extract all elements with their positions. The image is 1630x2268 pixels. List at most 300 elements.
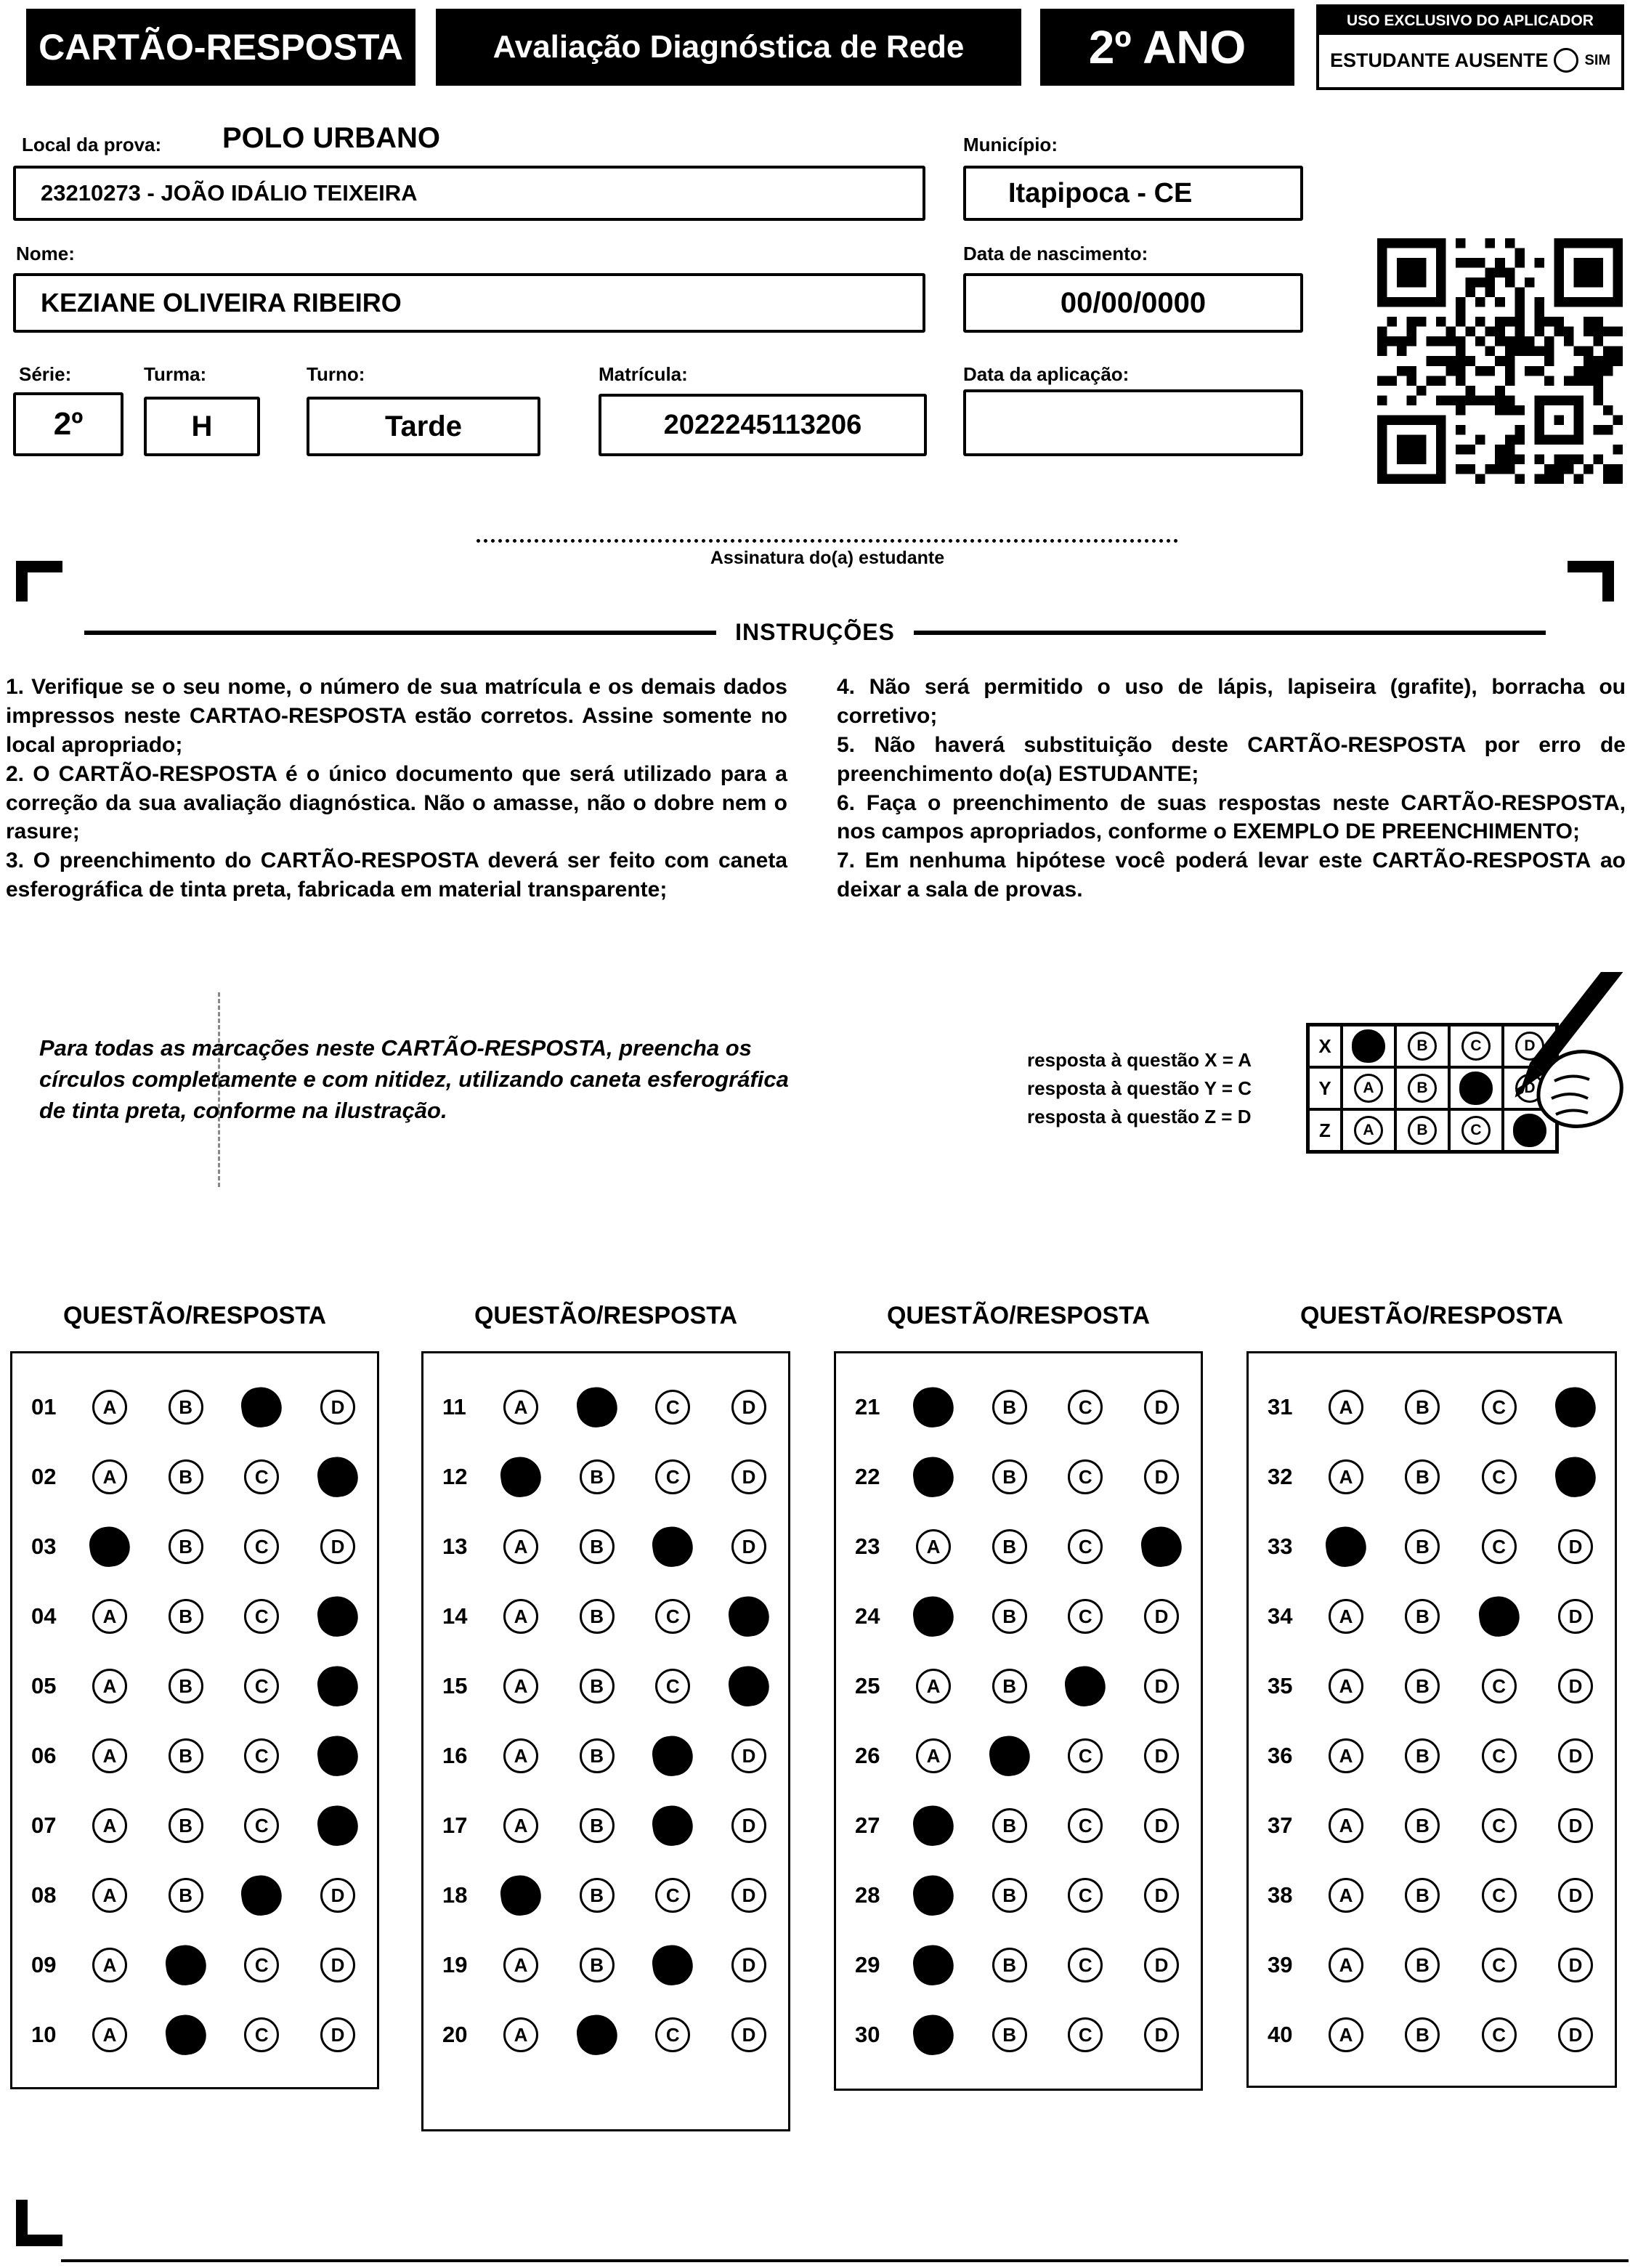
answer-bubble[interactable]: B	[1405, 1529, 1440, 1564]
answer-bubble[interactable]: D	[320, 1529, 355, 1564]
answer-bubble[interactable]: C	[655, 1599, 690, 1634]
answer-bubble[interactable]: B	[1405, 1738, 1440, 1773]
answer-row	[836, 2000, 1201, 2070]
example-paragraph: Para todas as marcações neste CARTÃO-RESPOSTA, preencha os círculos completamente e com nitidez, utilizando caneta esferográfica de tinta preta, conforme na ilustração.	[39, 1035, 789, 1123]
answer-row	[836, 1442, 1201, 1512]
answer-row	[12, 2000, 377, 2070]
instruction-item: 1. Verifique se o seu nome, o número de sua matrícula e os demais dados impressos neste CARTAO-RESPOSTA estão corretos. Assine somente no local apropriado;	[6, 675, 787, 757]
answer-bubble-filled[interactable]	[574, 1385, 619, 1430]
answer-bubble[interactable]: C	[655, 1459, 690, 1494]
answer-bubble[interactable]: B	[169, 1738, 203, 1773]
example-cell	[1395, 1109, 1449, 1151]
instruction-item: 3. O preenchimento do CARTÃO-RESPOSTA deverá ser feito com caneta esferográfica de tinta preta, fabricada em material transparente;	[6, 849, 787, 902]
answer-bubble[interactable]: D	[1558, 1738, 1593, 1773]
question-number: 32	[1268, 1464, 1293, 1489]
answer-bubble-filled[interactable]	[1553, 1454, 1598, 1499]
bubble-group	[916, 1599, 1179, 1634]
answer-bubble-filled[interactable]	[163, 1943, 208, 1988]
answer-bubble[interactable]: C	[244, 1948, 279, 1983]
bubble-group	[916, 1878, 1179, 1913]
answer-bubble[interactable]: A	[1329, 1808, 1363, 1843]
answer-bubble[interactable]: A	[503, 2017, 538, 2052]
answer-bubble-filled[interactable]	[1553, 1385, 1598, 1430]
legend-line: resposta à questão Y = C	[1027, 1077, 1252, 1099]
question-number: 14	[442, 1603, 468, 1629]
question-number: 03	[31, 1534, 57, 1559]
answer-row	[836, 1651, 1201, 1721]
answer-bubble[interactable]: A	[1329, 1878, 1363, 1913]
question-number: 28	[855, 1882, 880, 1908]
answer-bubble[interactable]: A	[92, 2017, 127, 2052]
answer-row	[12, 1651, 377, 1721]
answer-bubble[interactable]: A	[503, 1669, 538, 1704]
legend-line: resposta à questão X = A	[1027, 1049, 1252, 1071]
answer-bubble[interactable]: A	[503, 1948, 538, 1983]
answer-bubble[interactable]: C	[244, 1808, 279, 1843]
answer-bubble[interactable]: D	[731, 1459, 766, 1494]
answer-bubble[interactable]: B	[169, 1808, 203, 1843]
applicator-title: USO EXCLUSIVO DO APLICADOR	[1319, 7, 1621, 35]
assessment-title: Avaliação Diagnóstica de Rede	[436, 9, 1021, 86]
answer-bubble[interactable]: C	[1068, 1390, 1103, 1425]
example-bubble: A	[1354, 1116, 1383, 1145]
answer-bubble[interactable]: D	[1144, 1459, 1179, 1494]
answer-bubble-filled[interactable]	[1476, 1594, 1521, 1639]
bubble-group	[503, 1459, 766, 1494]
bubble-group	[916, 1390, 1179, 1425]
answer-bubble-filled[interactable]	[911, 1873, 956, 1918]
answer-bubble[interactable]: D	[1144, 1599, 1179, 1634]
answer-bubble[interactable]: A	[503, 1599, 538, 1634]
answer-bubble[interactable]: D	[731, 1738, 766, 1773]
answer-bubble[interactable]: D	[320, 1878, 355, 1913]
answer-bubble[interactable]: B	[1405, 1459, 1440, 1494]
bubble-group	[1329, 1738, 1593, 1773]
qr-code	[1377, 238, 1623, 484]
instructions-right-column	[837, 673, 1626, 904]
school-field: 23210273 - JOÃO IDÁLIO TEIXEIRA	[13, 166, 925, 221]
answer-bubble[interactable]: C	[244, 1529, 279, 1564]
bubble-group	[916, 1669, 1179, 1704]
municipio-field: Itapipoca - CE	[963, 166, 1303, 221]
bubble-group	[503, 1948, 766, 1983]
answer-bubble[interactable]: B	[992, 1669, 1027, 1704]
turma-field: H	[144, 397, 260, 456]
bubble-group	[503, 1599, 766, 1634]
question-number: 09	[31, 1952, 57, 1977]
answer-bubble-filled[interactable]	[87, 1524, 132, 1569]
answer-bubble[interactable]: C	[1482, 1948, 1517, 1983]
answer-bubble[interactable]: C	[1068, 2017, 1103, 2052]
question-number: 26	[855, 1743, 880, 1768]
answer-bubble[interactable]: A	[916, 1529, 951, 1564]
answer-bubble[interactable]: B	[580, 1529, 615, 1564]
question-number: 16	[442, 1743, 468, 1768]
instruction-item: 6. Faça o preenchimento de suas respostas neste CARTÃO-RESPOSTA, nos campos apropriados, conforme o EXEMPLO DE PREENCHIMENTO;	[837, 790, 1626, 844]
answer-bubble[interactable]: B	[580, 1948, 615, 1983]
question-number: 15	[442, 1673, 468, 1698]
answer-bubble-filled[interactable]	[1323, 1524, 1369, 1569]
question-number: 25	[855, 1673, 880, 1698]
nascimento-label: Data de nascimento:	[963, 243, 1148, 264]
answer-bubble-filled[interactable]	[239, 1873, 284, 1918]
bubble-group	[92, 2017, 355, 2052]
answer-row	[836, 1860, 1201, 1930]
answer-bubble[interactable]: A	[92, 1878, 127, 1913]
bubble-group	[503, 1390, 766, 1425]
answer-bubble[interactable]: D	[320, 1390, 355, 1425]
answer-bubble-filled[interactable]	[911, 1454, 956, 1499]
answer-bubble[interactable]: B	[580, 1738, 615, 1773]
answer-bubble[interactable]: A	[1329, 1390, 1363, 1425]
example-row-label: Y	[1308, 1067, 1342, 1109]
answer-bubble[interactable]: A	[503, 1529, 538, 1564]
answer-bubble[interactable]: D	[731, 1808, 766, 1843]
bubble-group	[92, 1808, 355, 1843]
answers-column-title: QUESTÃO/RESPOSTA	[886, 1302, 1151, 1329]
answer-bubble[interactable]: B	[1405, 1390, 1440, 1425]
example-bubble: B	[1408, 1074, 1437, 1103]
question-number: 40	[1268, 2022, 1293, 2047]
answer-bubble[interactable]: C	[1482, 2017, 1517, 2052]
answer-bubble[interactable]: B	[169, 1529, 203, 1564]
answer-bubble[interactable]: B	[992, 1459, 1027, 1494]
question-number: 17	[442, 1813, 468, 1838]
answer-bubble[interactable]: B	[992, 1808, 1027, 1843]
answer-bubble[interactable]: C	[244, 1599, 279, 1634]
answer-bubble[interactable]: D	[1144, 1878, 1179, 1913]
answer-bubble[interactable]: D	[731, 2017, 766, 2052]
answer-bubble[interactable]: C	[244, 2017, 279, 2052]
answers-column-title: QUESTÃO/RESPOSTA	[474, 1302, 738, 1329]
answer-bubble[interactable]: B	[1405, 1878, 1440, 1913]
answer-bubble[interactable]: A	[916, 1669, 951, 1704]
answer-bubble-filled[interactable]	[726, 1594, 771, 1639]
question-number: 29	[855, 1952, 880, 1977]
answer-bubble[interactable]: D	[1558, 1529, 1593, 1564]
answer-bubble[interactable]: B	[1405, 1599, 1440, 1634]
answer-bubble[interactable]: A	[92, 1459, 127, 1494]
answer-bubble-filled[interactable]	[315, 1733, 360, 1778]
answer-bubble-filled[interactable]	[986, 1733, 1031, 1778]
bottom-edge-line	[61, 2259, 1629, 2262]
answer-bubble[interactable]: D	[1144, 1808, 1179, 1843]
answer-bubble[interactable]: C	[1068, 1738, 1103, 1773]
question-number: 12	[442, 1464, 468, 1489]
answer-bubble-filled[interactable]	[650, 1803, 695, 1848]
question-number: 02	[31, 1464, 57, 1489]
answer-bubble-filled[interactable]	[650, 1733, 695, 1778]
answer-row	[12, 1791, 377, 1860]
answer-row	[12, 1930, 377, 2000]
answer-row	[836, 1581, 1201, 1651]
answer-bubble[interactable]: B	[169, 1878, 203, 1913]
answer-row	[12, 1442, 377, 1512]
answer-bubble[interactable]: D	[1558, 1808, 1593, 1843]
question-number: 37	[1268, 1813, 1293, 1838]
answer-row	[836, 1791, 1201, 1860]
turno-label: Turno:	[307, 363, 365, 385]
answer-bubble-filled[interactable]	[315, 1594, 360, 1639]
answer-bubble[interactable]: B	[580, 1459, 615, 1494]
answer-row	[1249, 1442, 1615, 1512]
question-number: 34	[1268, 1603, 1293, 1629]
answer-bubble-filled[interactable]	[911, 1803, 956, 1848]
answers-column-title: QUESTÃO/RESPOSTA	[62, 1302, 327, 1329]
answer-bubble[interactable]: B	[169, 1459, 203, 1494]
question-number: 27	[855, 1813, 880, 1838]
answers-column-3	[834, 1351, 1203, 2091]
answer-bubble[interactable]: A	[1329, 1599, 1363, 1634]
aplicacao-field[interactable]	[963, 389, 1303, 456]
question-number: 39	[1268, 1952, 1293, 1977]
instruction-item: 7. Em nenhuma hipótese você poderá levar este CARTÃO-RESPOSTA ao deixar a sala de provas.	[837, 849, 1626, 902]
matricula-field: 2022245113206	[599, 394, 927, 456]
answer-bubble[interactable]: B	[992, 1599, 1027, 1634]
answer-bubble[interactable]: B	[169, 1390, 203, 1425]
answer-row	[1249, 1512, 1615, 1581]
bubble-group	[503, 1808, 766, 1843]
answer-bubble[interactable]: A	[503, 1390, 538, 1425]
bubble-group	[92, 1669, 355, 1704]
answer-bubble[interactable]: A	[92, 1390, 127, 1425]
answer-bubble[interactable]: B	[169, 1669, 203, 1704]
answer-bubble[interactable]: D	[731, 1948, 766, 1983]
signature-label: Assinatura do(a) estudante	[710, 548, 945, 568]
bubble-group	[1329, 1948, 1593, 1983]
answer-bubble[interactable]: A	[1329, 1669, 1363, 1704]
answer-bubble[interactable]: C	[244, 1738, 279, 1773]
answer-bubble-filled[interactable]	[239, 1385, 284, 1430]
answer-bubble[interactable]: C	[244, 1669, 279, 1704]
answer-bubble[interactable]: D	[1558, 1599, 1593, 1634]
answer-bubble[interactable]: B	[1405, 1808, 1440, 1843]
absent-label: ESTUDANTE AUSENTE	[1329, 49, 1549, 71]
example-cell	[1395, 1067, 1449, 1109]
example-legend	[1027, 1046, 1252, 1131]
answer-row	[1249, 1860, 1615, 1930]
bubble-group	[916, 2017, 1179, 2052]
example-bubble: D	[1515, 1032, 1544, 1061]
answer-bubble[interactable]: D	[320, 1948, 355, 1983]
answer-bubble[interactable]: D	[1144, 1738, 1179, 1773]
answer-bubble[interactable]: C	[1482, 1878, 1517, 1913]
answer-bubble[interactable]: A	[92, 1948, 127, 1983]
bubble-group	[1329, 1459, 1593, 1494]
answer-bubble[interactable]: C	[1482, 1529, 1517, 1564]
answer-row	[423, 1930, 788, 2000]
answer-bubble[interactable]: C	[1482, 1390, 1517, 1425]
answer-bubble-filled[interactable]	[315, 1803, 360, 1848]
answer-bubble[interactable]: D	[1558, 2017, 1593, 2052]
answer-bubble[interactable]: B	[169, 1599, 203, 1634]
answer-bubble[interactable]: A	[92, 1669, 127, 1704]
example-cell	[1395, 1025, 1449, 1067]
answer-bubble-filled[interactable]	[726, 1664, 771, 1709]
question-number: 04	[31, 1603, 57, 1629]
student-absent-row	[1319, 35, 1621, 86]
question-number: 13	[442, 1534, 468, 1559]
answer-bubble[interactable]: A	[92, 1808, 127, 1843]
instructions-left-column	[6, 673, 787, 904]
answer-bubble[interactable]: C	[655, 1390, 690, 1425]
answer-bubble-filled[interactable]	[574, 2012, 619, 2057]
answer-bubble[interactable]: D	[1144, 1390, 1179, 1425]
bubble-group	[916, 1459, 1179, 1494]
answer-bubble[interactable]: C	[1068, 1878, 1103, 1913]
answer-bubble-filled[interactable]	[315, 1664, 360, 1709]
bubble-group	[1329, 1599, 1593, 1634]
nome-field: KEZIANE OLIVEIRA RIBEIRO	[13, 273, 925, 333]
question-number: 05	[31, 1673, 57, 1698]
answer-bubble[interactable]: C	[655, 1669, 690, 1704]
local-label: Local da prova:	[22, 134, 162, 155]
answer-row	[12, 1372, 377, 1442]
answer-bubble[interactable]: C	[1068, 1459, 1103, 1494]
answer-bubble[interactable]: D	[1144, 1948, 1179, 1983]
answer-bubble[interactable]: A	[92, 1599, 127, 1634]
answer-bubble[interactable]: D	[731, 1529, 766, 1564]
answer-bubble[interactable]: B	[992, 1390, 1027, 1425]
answer-bubble[interactable]: D	[1558, 1878, 1593, 1913]
answer-row	[1249, 1372, 1615, 1442]
answer-bubble[interactable]: C	[655, 2017, 690, 2052]
question-number: 22	[855, 1464, 880, 1489]
answer-bubble[interactable]: C	[244, 1459, 279, 1494]
answer-bubble[interactable]: D	[1144, 1669, 1179, 1704]
answer-bubble-filled[interactable]	[498, 1454, 543, 1499]
answer-bubble[interactable]: B	[580, 1878, 615, 1913]
bubble-group	[1329, 1878, 1593, 1913]
answer-bubble-filled[interactable]	[911, 1385, 956, 1430]
answer-bubble[interactable]: D	[1558, 1669, 1593, 1704]
answer-bubble[interactable]: D	[320, 2017, 355, 2052]
answer-bubble[interactable]: A	[503, 1738, 538, 1773]
instruction-item: 5. Não haverá substituição deste CARTÃO-RESPOSTA por erro de preenchimento do(a) ESTUDANTE;	[837, 732, 1626, 786]
answer-bubble[interactable]: B	[992, 1529, 1027, 1564]
answer-row	[423, 1581, 788, 1651]
answer-row	[1249, 1791, 1615, 1860]
answer-bubble[interactable]: D	[1558, 1948, 1593, 1983]
question-number: 07	[31, 1813, 57, 1838]
answer-bubble[interactable]: D	[731, 1878, 766, 1913]
question-number: 10	[31, 2022, 57, 2047]
answer-bubble[interactable]: C	[1068, 1599, 1103, 1634]
answer-bubble[interactable]: A	[503, 1808, 538, 1843]
answer-bubble[interactable]: C	[1068, 1948, 1103, 1983]
legend-line: resposta à questão Z = D	[1027, 1106, 1252, 1127]
answer-bubble[interactable]: B	[580, 1669, 615, 1704]
answer-bubble[interactable]: C	[1482, 1459, 1517, 1494]
answers-column-4	[1246, 1351, 1617, 2088]
corner-mark-top-right	[1568, 561, 1614, 602]
answer-bubble-filled[interactable]	[1063, 1664, 1108, 1709]
answer-row	[12, 1860, 377, 1930]
turma-label: Turma:	[144, 363, 207, 385]
answer-row	[423, 2000, 788, 2070]
answer-row	[12, 1721, 377, 1791]
absent-bubble[interactable]	[1554, 48, 1578, 73]
answer-bubble[interactable]: B	[1405, 1948, 1440, 1983]
example-cell	[1342, 1067, 1395, 1109]
answer-bubble[interactable]: C	[1482, 1808, 1517, 1843]
answer-bubble[interactable]: A	[92, 1738, 127, 1773]
bubble-group	[1329, 1390, 1593, 1425]
answer-bubble-filled[interactable]	[911, 1594, 956, 1639]
answer-bubble[interactable]: B	[1405, 2017, 1440, 2052]
bubble-group	[503, 1738, 766, 1773]
bubble-group	[92, 1738, 355, 1773]
answer-bubble[interactable]: B	[1405, 1669, 1440, 1704]
example-bubble: C	[1461, 1116, 1491, 1145]
bubble-group	[92, 1599, 355, 1634]
answer-bubble-filled[interactable]	[315, 1454, 360, 1499]
answer-bubble[interactable]: B	[580, 1808, 615, 1843]
answer-row	[12, 1581, 377, 1651]
answer-bubble[interactable]: A	[1329, 1948, 1363, 1983]
answer-row	[423, 1442, 788, 1512]
answer-bubble[interactable]: B	[992, 1878, 1027, 1913]
answer-bubble[interactable]: D	[1144, 2017, 1179, 2052]
question-number: 38	[1268, 1882, 1293, 1908]
instruction-item: 4. Não será permitido o uso de lápis, lapiseira (grafite), borracha ou corretivo;	[837, 675, 1626, 728]
question-number: 18	[442, 1882, 468, 1908]
bubble-group	[1329, 1529, 1593, 1564]
answer-bubble[interactable]: A	[916, 1738, 951, 1773]
answer-bubble[interactable]: C	[655, 1878, 690, 1913]
answer-bubble[interactable]: C	[1482, 1669, 1517, 1704]
signature-line[interactable]	[477, 539, 1178, 543]
answer-bubble-filled[interactable]	[911, 1943, 956, 1988]
answer-row	[1249, 1721, 1615, 1791]
answer-bubble[interactable]: B	[992, 1948, 1027, 1983]
answer-bubble[interactable]: C	[1068, 1529, 1103, 1564]
bubble-group	[92, 1878, 355, 1913]
applicator-box	[1316, 4, 1624, 90]
answer-bubble-filled[interactable]	[650, 1943, 695, 1988]
answer-row	[836, 1721, 1201, 1791]
answer-row	[423, 1512, 788, 1581]
answer-bubble[interactable]: D	[731, 1390, 766, 1425]
instructions-title: INSTRUÇÕES	[735, 619, 895, 645]
question-number: 11	[442, 1394, 466, 1419]
answer-bubble[interactable]: A	[1329, 2017, 1363, 2052]
example-bubble: B	[1408, 1032, 1437, 1061]
question-number: 23	[855, 1534, 880, 1559]
answer-bubble[interactable]: C	[1482, 1738, 1517, 1773]
bubble-group	[1329, 2017, 1593, 2052]
bubble-group	[503, 1878, 766, 1913]
answer-row	[423, 1860, 788, 1930]
answer-bubble[interactable]: B	[992, 2017, 1027, 2052]
example-row-label: X	[1308, 1025, 1342, 1067]
question-number: 31	[1268, 1394, 1293, 1419]
local-value: POLO URBANO	[222, 122, 440, 154]
answer-bubble[interactable]: B	[580, 1599, 615, 1634]
bubble-group	[503, 1669, 766, 1704]
bubble-group	[1329, 1808, 1593, 1843]
answer-bubble-filled[interactable]	[650, 1524, 695, 1569]
grade-badge: 2º ANO	[1040, 9, 1294, 86]
answer-bubble[interactable]: C	[1068, 1808, 1103, 1843]
answer-bubble[interactable]: A	[1329, 1459, 1363, 1494]
answer-bubble-filled[interactable]	[911, 2012, 956, 2057]
answer-bubble-filled[interactable]	[163, 2012, 208, 2057]
answer-bubble[interactable]: A	[1329, 1738, 1363, 1773]
answer-bubble-filled[interactable]	[498, 1873, 543, 1918]
bubble-group	[916, 1529, 1179, 1564]
answer-bubble-filled[interactable]	[1139, 1524, 1184, 1569]
